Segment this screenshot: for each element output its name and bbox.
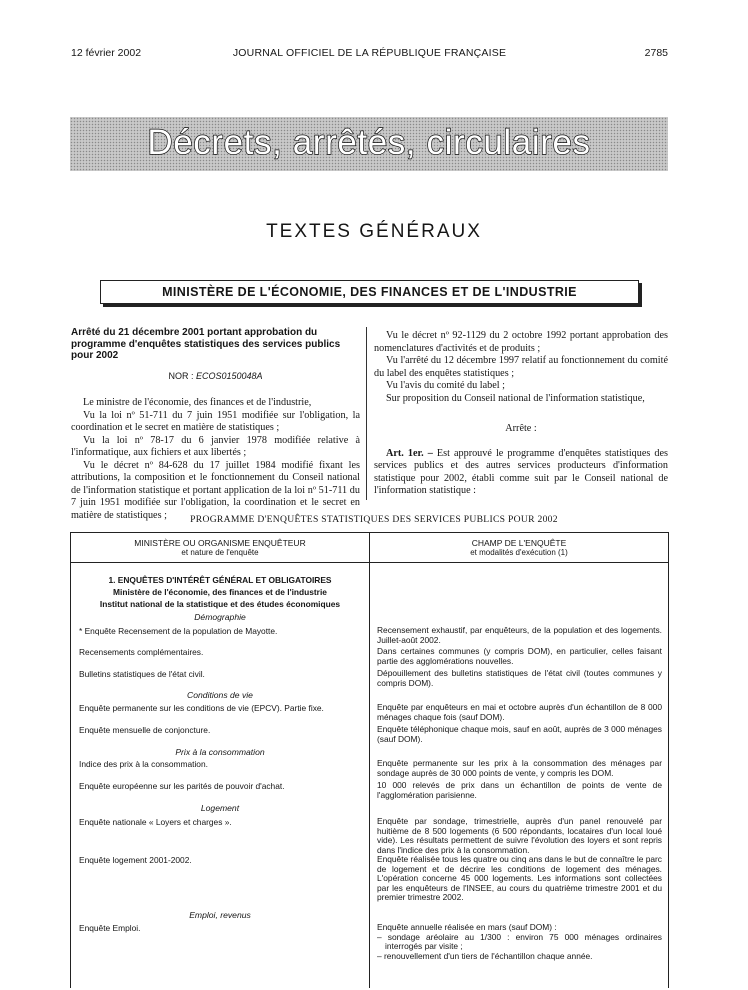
table-row-right: Enquête permanente sur les prix à la consommation des ménages par sondage auprès de 30 000 points de vente, y compris les DOM. [377, 758, 662, 778]
table-row-right: Enquête par sondage, trimestrielle, auprès d'un panel renouvelé par huitième de 8 500 logements (6 500 répondants, locataires d'un local loué vide). Les résultats permettent de suivre l'évolution des loyers et sont repris dans l'indice des prix à la consommation. [377, 816, 662, 855]
table-row-right: Enquête réalisée tous les quatre ou cinq ans dans le but de connaître le parc de logement et de décrire les conditions de logement des ménages. L'opération concerne 45 000 logements. Les informations sont collectées par les enquêteurs de l'INSEE, au cours du quatrième trimestre 2001 et du premier trimestre 2002. [377, 854, 662, 902]
category-demographie: Démographie [194, 612, 246, 622]
left-column [71, 327, 360, 522]
group-institute: Institut national de la statistique et des études économiques [99, 599, 341, 609]
table-row-right: Enquête par enquêteurs en mai et octobre auprès d'un échantillon de 8 000 ménages chaque fois (sauf DOM). [377, 702, 662, 722]
table-header-col2 [370, 538, 668, 558]
col1-header: MINISTÈRE OU ORGANISME ENQUÊTEUR [134, 538, 306, 548]
category-prix: Prix à la consommation [175, 747, 265, 757]
category-logement: Logement [200, 803, 240, 813]
page-number: 2785 [644, 47, 668, 59]
col1-subheader: et nature de l'enquête [181, 548, 259, 557]
category-emploi: Emploi, revenus [189, 910, 251, 920]
paragraph: Vu le décret nº 92-1129 du 2 octobre 1992 portant approbation des nomenclatures d'activités et de produits ; [374, 330, 668, 354]
arrete-title: Arrêté du 21 décembre 2001 portant approbation du programme d'enquêtes statistiques des services publics pour 2002 [71, 327, 341, 361]
table-header-col1 [71, 538, 369, 558]
nor-reference [71, 370, 360, 383]
col2-header: CHAMP DE L'ENQUÊTE [471, 538, 567, 548]
table-row-left: Recensements complémentaires. [79, 647, 204, 657]
table-row-right [377, 923, 662, 961]
table-row-left: Indice des prix à la consommation. [79, 759, 208, 769]
article-1 [374, 448, 668, 498]
paragraph: Le ministre de l'économie, des finances et de l'industrie, [83, 397, 312, 408]
article-1-label: Art. 1er. – [386, 447, 433, 459]
table-header-divider [71, 562, 668, 563]
table-row-left: Enquête nationale « Loyers et charges ». [79, 817, 232, 827]
table-row-left: Enquête logement 2001-2002. [79, 855, 192, 865]
table-row-right: Dépouillement des bulletins statistiques de l'état civil (toutes communes y compris DOM). [377, 668, 662, 688]
paragraph: Sur proposition du Conseil national de l'information statistique, [386, 392, 645, 404]
table-row-right: Recensement exhaustif, par enquêteurs, de la population et des logements. Juillet-août 2002. [377, 625, 662, 645]
right-column [374, 330, 668, 498]
table-row-right: Dans certaines communes (y compris DOM), en particulier, celles faisant partie des agglomérations nouvelles. [377, 646, 662, 666]
paragraph: Vu le décret nº 84-628 du 17 juillet 1984 modifié fixant les attributions, la composition et le fonctionnement du Conseil national de l'information statistique et portant application de la loi nº 51-711 du 7 juin 1951 modifiée sur l'obligation, la coordination et le secret en matière de statistiques ; [71, 459, 360, 521]
emploi-intro: Enquête annuelle réalisée en mars (sauf DOM) : [377, 922, 557, 932]
programme-table [70, 532, 669, 988]
running-header [71, 47, 668, 61]
nor-code: ECOS0150048A [195, 370, 263, 381]
col2-subheader: et modalités d'exécution (1) [470, 548, 568, 557]
article-1-text: Est approuvé le programme d'enquêtes statistiques des services publics et des autres services producteurs d'information statistique pour 2002, établi comme suit par le Conseil national de l'information statistique : [374, 447, 668, 496]
group-title: 1. ENQUÊTES D'INTÉRÊT GÉNÉRAL ET OBLIGATOIRES [108, 575, 332, 585]
category-conditions: Conditions de vie [187, 690, 253, 700]
table-row-left: Bulletins statistiques de l'état civil. [79, 669, 205, 679]
list-item: – renouvellement d'un tiers de l'échantillon chaque année. [377, 950, 593, 961]
arrete-word: Arrête : [505, 423, 537, 434]
column-divider [366, 327, 367, 500]
table-row-left: * Enquête Recensement de la population de Mayotte. [79, 626, 278, 636]
paragraph: Vu la loi nº 78-17 du 6 janvier 1978 modifiée relative à l'informatique, aux fichiers et aux libertés ; [71, 434, 360, 458]
journal-title: JOURNAL OFFICIEL DE LA RÉPUBLIQUE FRANÇAISE [232, 47, 507, 59]
banner-title: Décrets, arrêtés, circulaires [147, 123, 591, 162]
table-row-left: Enquête Emploi. [79, 923, 141, 933]
section-banner [70, 117, 668, 171]
nor-label: NOR : [168, 370, 194, 381]
ministry-box [100, 280, 639, 304]
table-row-left: Enquête permanente sur les conditions de vie (EPCV). Partie fixe. [79, 703, 324, 713]
ministry-name: MINISTÈRE DE L'ÉCONOMIE, DES FINANCES ET DE L'INDUSTRIE [162, 285, 577, 299]
paragraph: Vu la loi nº 51-711 du 7 juin 1951 modifiée sur l'obligation, la coordination et le secret en matière de statistiques ; [71, 409, 360, 433]
paragraph: Vu l'arrêté du 12 décembre 1997 relatif au fonctionnement du comité du label des enquêtes statistiques ; [374, 355, 668, 379]
section-title: TEXTES GÉNÉRAUX [266, 221, 482, 242]
programme-title: PROGRAMME D'ENQUÊTES STATISTIQUES DES SERVICES PUBLICS POUR 2002 [190, 514, 558, 525]
paragraph: Vu l'avis du comité du label ; [386, 380, 505, 391]
list-item: – sondage aréolaire au 1/300 : environ 75 000 ménages ordinaires interrogés par visite ; [377, 931, 662, 951]
table-row-left: Enquête mensuelle de conjoncture. [79, 725, 211, 735]
table-row-right: Enquête téléphonique chaque mois, sauf en août, auprès de 3 000 ménages (sauf DOM). [377, 724, 662, 744]
table-column-divider [369, 533, 370, 988]
issue-date: 12 février 2002 [71, 47, 142, 59]
table-row-right: 10 000 relevés de prix dans un échantillon de points de vente de l'agglomération parisienne. [377, 780, 662, 800]
table-row-left: Enquête européenne sur les parités de pouvoir d'achat. [79, 781, 285, 791]
group-ministry: Ministère de l'économie, des finances et de l'industrie [113, 587, 327, 597]
